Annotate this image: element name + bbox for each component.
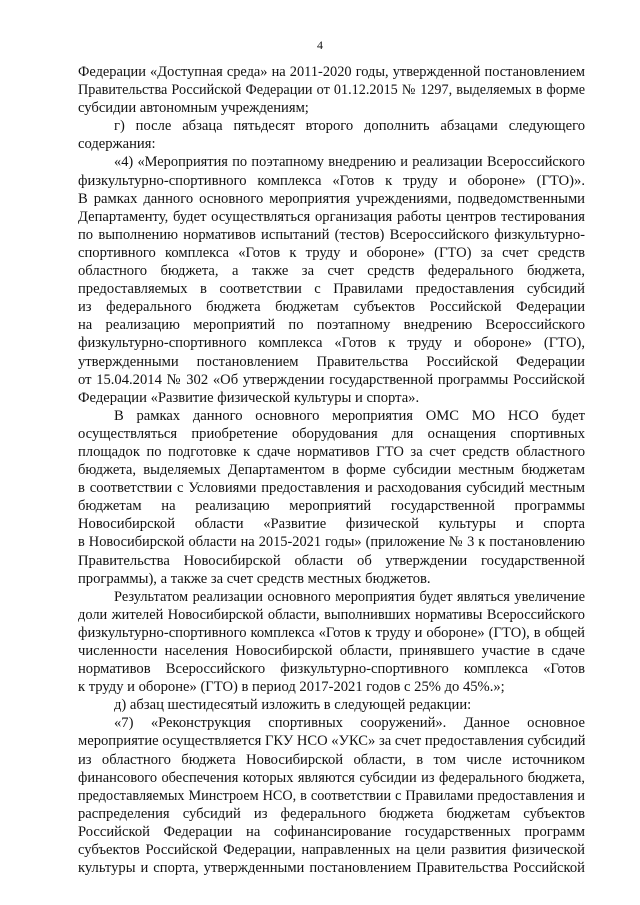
text-line: Правительства Российской Федерации от 01.12.2015 № 1297, выделяемых в форме [78, 82, 585, 99]
text-line: Российской Федерации на софинансирование государственных программ [78, 823, 585, 840]
text-line: спортивного комплекса «Готов к труду и обороне» (ГТО) за счет средств [78, 244, 585, 261]
paragraph [78, 714, 585, 877]
text-line: в соответствии с Условиями предоставления и расходования субсидий местным [78, 480, 585, 497]
text-line: площадок по подготовке к сдаче нормативов ГТО за счет средств областного [78, 443, 585, 460]
text-line: областного бюджета, а также за счет средств федерального бюджета, [78, 263, 585, 280]
text-line: по выполнению нормативов испытаний (тестов) Всероссийского физкультурно- [78, 226, 585, 243]
text-line: В рамках данного основного мероприятия учреждениями, подведомственными [78, 190, 585, 207]
text-line: «4) «Мероприятия по поэтапному внедрению и реализации Всероссийского [114, 154, 585, 171]
text-line: Департаменту, будет осуществляться организация работы центров тестирования [78, 208, 585, 225]
text-line: физкультурно-спортивного комплекса «Готов к труду и обороне» (ГТО)». [78, 172, 585, 189]
text-line: субсидии автономным учреждениям; [78, 100, 309, 117]
text-line: физкультурно-спортивного комплекса «Готов к труду и обороне» (ГТО), в общей [78, 624, 585, 641]
text-line: Результатом реализации основного мероприятия будет являться увеличение [114, 588, 585, 605]
text-line: д) абзац шестидесятый изложить в следующей редакции: [114, 697, 472, 714]
text-line: предоставляемых Минстроем НСО, в соответствии с Правилами предоставления и [78, 787, 585, 804]
paragraph [78, 407, 585, 588]
paragraph [78, 588, 585, 697]
text-line: содержания: [78, 136, 156, 153]
text-line: г) после абзаца пятьдесят второго дополнить абзацами следующего [114, 118, 585, 135]
text-line: Федерации «Развитие физической культуры и спорта». [78, 389, 420, 406]
text-line: численности населения Новосибирской области, принявшего участие в сдаче [78, 643, 585, 659]
text-line: осуществляться приобретение оборудования для оснащения спортивных [78, 425, 585, 442]
text-line: из федерального бюджета бюджетам субъектов Российской Федерации [78, 299, 585, 316]
text-line: культуры и спорта, утвержденными постановлением Правительства Российской [78, 860, 585, 877]
text-line: финансового обеспечения которых являются субсидии из федерального бюджета, [78, 769, 585, 786]
text-line: Правительства Новосибирской области об утверждении государственной [78, 552, 585, 569]
page-number: 4 [317, 38, 323, 52]
text-line: мероприятие осуществляется ГКУ НСО «УКС» за счет предоставления субсидий [78, 733, 585, 750]
text-line: из областного бюджета Новосибирской области, в том числе источником [78, 751, 585, 768]
text-line: субъектов Российской Федерации, направленных на цели развития физической [78, 842, 585, 859]
text-line: распределения субсидий из федерального бюджета бюджетам субъектов [78, 805, 585, 822]
paragraph [78, 696, 585, 714]
text-line: бюджета, выделяемых Департаментом в форме субсидии местным бюджетам [78, 462, 585, 479]
text-line: предоставляемых в соответствии с Правилами предоставления субсидий [78, 281, 585, 298]
text-line: Федерации «Доступная среда» на 2011-2020 годы, утвержденной постановлением [78, 64, 585, 80]
paragraph [78, 117, 585, 153]
text-line: в Новосибирской области на 2015-2021 годы» (приложение № 3 к постановлению [78, 534, 585, 551]
text-line: Новосибирской области «Развитие физической культуры и спорта [78, 516, 585, 533]
text-line: доли жителей Новосибирской области, выполнивших нормативы Всероссийского [78, 606, 585, 623]
text-line: нормативов Всероссийского физкультурно-спортивного комплекса «Готов [78, 661, 585, 678]
text-line: от 15.04.2014 № 302 «Об утверждении государственной программы Российской [78, 371, 585, 388]
document-body [78, 63, 585, 877]
text-line: бюджетам на реализацию мероприятий государственной программы [78, 498, 585, 515]
text-line: к труду и обороне» (ГТО) в период 2017-2021 годов с 25% до 45%.»; [78, 679, 505, 696]
text-line: утвержденными постановлением Правительства Российской Федерации [78, 353, 585, 370]
text-line: В рамках данного основного мероприятия ОМС МО НСО будет [114, 407, 585, 424]
text-line: физкультурно-спортивного комплекса «Готов к труду и обороне» (ГТО), [78, 335, 585, 352]
text-line: программы), а также за счет средств местных бюджетов. [78, 570, 431, 587]
text-line: «7) «Реконструкция спортивных сооружений». Данное основное [114, 715, 585, 732]
paragraph [78, 63, 585, 117]
paragraph [78, 153, 585, 406]
text-line: на реализацию мероприятий по поэтапному внедрению Всероссийского [78, 317, 585, 334]
